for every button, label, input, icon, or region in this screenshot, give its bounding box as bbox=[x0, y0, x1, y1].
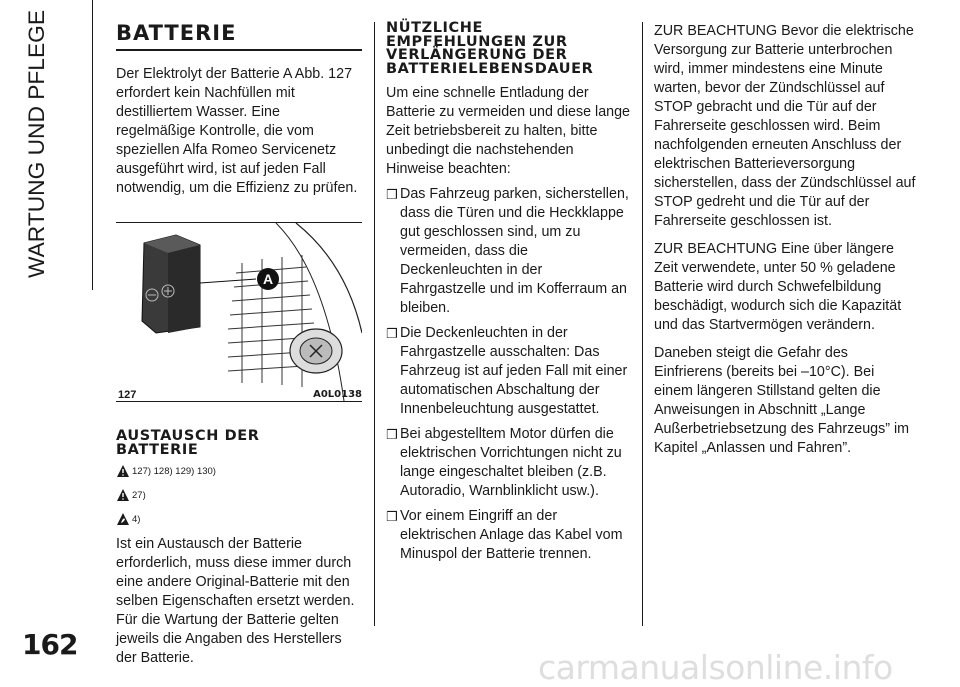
battery-figure bbox=[116, 222, 362, 402]
battery-text: Der Elektrolyt der Batterie A Abb. 127 erfordert kein Nachfüllen mit destilliertem Wasser. Eine regelmäßige Kontrolle, die vom speziellen Alfa Romeo Servicenetz ausgeführt wird, ist auf jeden Fall notwendig, um die Effizienz zu prüfen. bbox=[116, 66, 358, 196]
checkbox-bullet-icon: ❒ bbox=[386, 509, 398, 524]
sidebar-section-title bbox=[6, 4, 96, 280]
page-number: 162 bbox=[22, 628, 78, 661]
sidebar-title-line1: WARTUNG UND PFLEGE bbox=[24, 18, 49, 278]
checkbox-bullet-icon: ❒ bbox=[386, 427, 398, 442]
figure-callout-label: A bbox=[262, 271, 274, 287]
list-item bbox=[386, 324, 632, 419]
reference-text: 127) 128) 129) 130) bbox=[132, 465, 216, 477]
attention-triangle-icon bbox=[116, 488, 130, 502]
heading-rule bbox=[116, 49, 362, 51]
column-recommendations bbox=[386, 22, 632, 564]
battery-heading: BATTERIE bbox=[116, 21, 237, 45]
environment-icon bbox=[116, 512, 130, 526]
column-divider bbox=[374, 22, 375, 626]
list-item bbox=[386, 507, 632, 564]
figure-code: A0L0138 bbox=[313, 389, 362, 400]
sidebar-rule bbox=[92, 0, 93, 290]
note-paragraph: ZUR BEACHTUNG Eine über längere Zeit verwendete, unter 50 % geladene Batterie wird durch Schwefelbildung beschädigt, wodurch sich die Kapazität und das Startvermögen verändern. bbox=[654, 241, 902, 333]
checkbox-bullet-icon: ❒ bbox=[386, 187, 398, 202]
column-divider bbox=[642, 22, 643, 626]
watermark: carmanualsonline.info bbox=[538, 648, 893, 687]
reference-row-attention bbox=[116, 485, 362, 505]
note-paragraph: Daneben steigt die Gefahr des Einfrierens (bereits bei –10°C). Bei einem längeren Stillstand gelten die Anweisungen in Abschnitt „Lange Außerbetriebsetzung des Fahrzeugs” im Kapitel „Anlassen und Fahren”. bbox=[654, 345, 910, 456]
recommendations-heading: NÜTZLICHE EMPFEHLUNGEN ZUR VERLÄNGERUNG DER BATTERIELEBENSDAUER bbox=[386, 20, 594, 77]
reference-row-environment bbox=[116, 509, 362, 529]
list-item-text: Die Deckenleuchten in der Fahrgastzelle ausschalten: Das Fahrzeug ist auf jeden Fall mit einer automatischen Abschaltung der Innenbeleuchtung ausgestattet. bbox=[400, 325, 628, 417]
list-item-text: Vor einem Eingriff an der elektrischen Anlage das Kabel vom Minuspol der Batterie trennen. bbox=[400, 508, 623, 562]
note-paragraph: ZUR BEACHTUNG Bevor die elektrische Versorgung zur Batterie unterbrochen wird, immer mindestens eine Minute warten, bevor der Zündschlüssel auf STOP gebracht und die Tür auf der Fahrerseite geschlossen wird. Beim nachfolgenden erneuten Anschluss der elektrischen Batterieversorgung sicherstellen, dass der Zündschlüssel auf STOP gedreht und die Tür auf der Fahrerseite geschlossen ist. bbox=[654, 23, 916, 229]
list-item bbox=[386, 425, 632, 501]
checkbox-bullet-icon: ❒ bbox=[386, 326, 398, 341]
list-item-text: Bei abgestelltem Motor dürfen die elektrischen Vorrichtungen nicht zu lange eingeschaltet bleiben (z.B. Autoradio, Warnblinklicht usw.). bbox=[400, 426, 622, 499]
replacement-heading: AUSTAUSCH DER BATTERIE bbox=[116, 428, 260, 458]
column-notes bbox=[654, 22, 916, 458]
reference-row-warning bbox=[116, 461, 362, 481]
figure-number: 127 bbox=[118, 389, 137, 401]
replacement-text: Ist ein Austausch der Batterie erforderlich, muss diese immer durch eine andere Original-Batterie mit den selben Eigenschaften ersetzt werden. Für die Wartung der Batterie gelten jeweils die Angaben des Herstellers der Batterie. bbox=[116, 536, 355, 666]
list-item bbox=[386, 185, 632, 318]
reference-text: 27) bbox=[132, 489, 146, 501]
recommendations-intro: Um eine schnelle Entladung der Batterie zu vermeiden und diese lange Zeit betriebsbereit zu halten, bitte unbedingt die nachstehenden Hinweise beachten: bbox=[386, 85, 630, 177]
battery-illustration bbox=[116, 223, 362, 401]
reference-text: 4) bbox=[132, 513, 141, 525]
column-battery bbox=[116, 22, 362, 668]
warning-triangle-icon bbox=[116, 464, 130, 478]
list-item-text: Das Fahrzeug parken, sicherstellen, dass die Türen und die Heckklappe gut geschlossen sind, um zu vermeiden, dass die Deckenleuchten in der Fahrgastzelle und im Kofferraum an bleiben. bbox=[400, 186, 629, 316]
